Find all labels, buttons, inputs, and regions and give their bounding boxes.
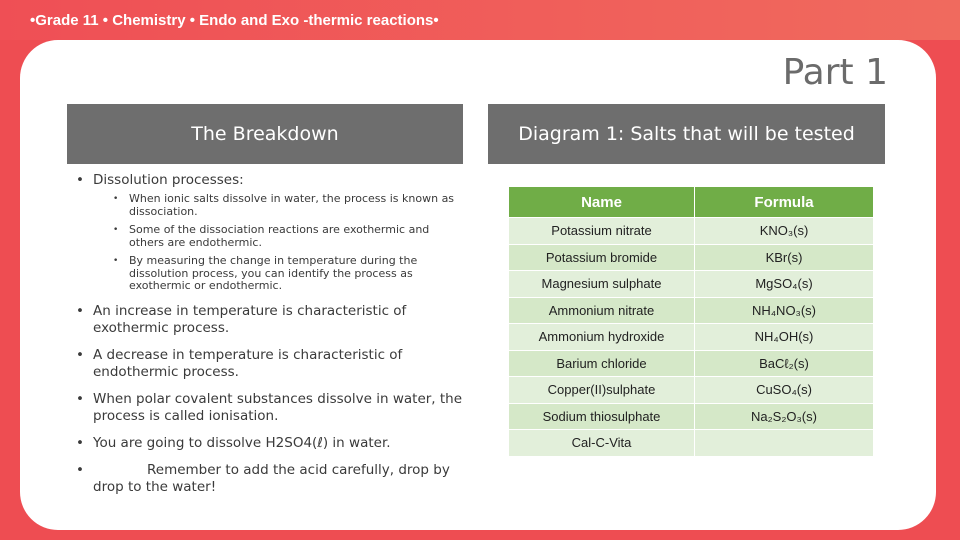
bullet-ionisation: • When polar covalent substances dissolve in water, the process is called ionisation. [73, 391, 463, 425]
bullet-warning: • Remember to add the acid carefully, drop by drop to the water! [73, 462, 463, 496]
salt-name: Barium chloride [509, 350, 695, 377]
table-row [509, 377, 874, 404]
bullet-dissolve-acid: • You are going to dissolve H2SO4(ℓ) in water. [73, 435, 463, 452]
salt-formula: CuSO₄(s) [695, 377, 874, 404]
salt-formula: BaCℓ₂(s) [695, 350, 874, 377]
course-header: •Grade 11 • Chemistry • Endo and Exo -thermic reactions• [30, 12, 439, 29]
salt-name: Ammonium hydroxide [509, 324, 695, 351]
salt-formula: NH₄NO₃(s) [695, 297, 874, 324]
table-row [509, 350, 874, 377]
salt-name: Potassium bromide [509, 244, 695, 271]
table-row [509, 218, 874, 245]
table-row [509, 271, 874, 298]
salt-formula: KNO₃(s) [695, 218, 874, 245]
diagram-title: Diagram 1: Salts that will be tested [518, 123, 855, 145]
sub-bullet-dissociation: • When ionic salts dissolve in water, the process is known as dissociation. [93, 193, 463, 218]
salt-name: Copper(II)sulphate [509, 377, 695, 404]
salt-formula: NH₄OH(s) [695, 324, 874, 351]
table-row [509, 430, 874, 457]
breakdown-content [73, 172, 463, 506]
breakdown-title: The Breakdown [191, 123, 339, 145]
bullet-dissolution: • Dissolution processes: • When ionic salts dissolve in water, the process is known as dissociation. • Some of the dissociation reactions are exothermic and others are endothermic. • By measuring the change in temperature during the dissolution process, you can identify the process as exothermic or endothermic. [73, 172, 463, 293]
table-row [509, 403, 874, 430]
sub-bullet-exo-endo: • Some of the dissociation reactions are exothermic and others are endothermic. [93, 224, 463, 249]
salt-name: Potassium nitrate [509, 218, 695, 245]
table-header-row [509, 187, 874, 218]
bullet-list [73, 172, 463, 496]
breakdown-header [67, 104, 463, 164]
salt-name: Ammonium nitrate [509, 297, 695, 324]
salt-formula: Na₂S₂O₃(s) [695, 403, 874, 430]
table-row [509, 324, 874, 351]
salt-name: Magnesium sulphate [509, 271, 695, 298]
column-header-name: Name [509, 187, 695, 218]
bullet-increase: • An increase in temperature is characteristic of exothermic process. [73, 303, 463, 337]
salts-table [508, 186, 874, 457]
column-header-formula: Formula [695, 187, 874, 218]
salt-formula [695, 430, 874, 457]
diagram-header [488, 104, 885, 164]
table-row [509, 244, 874, 271]
sub-bullet-measuring: • By measuring the change in temperature during the dissolution process, you can identify the process as exothermic or endothermic. [93, 255, 463, 293]
part-title: Part 1 [782, 52, 888, 93]
salt-name: Cal-C-Vita [509, 430, 695, 457]
salt-formula: KBr(s) [695, 244, 874, 271]
salt-formula: MgSO₄(s) [695, 271, 874, 298]
bullet-decrease: • A decrease in temperature is characteristic of endothermic process. [73, 347, 463, 381]
sub-bullet-list [93, 193, 463, 293]
table-row [509, 297, 874, 324]
salt-name: Sodium thiosulphate [509, 403, 695, 430]
